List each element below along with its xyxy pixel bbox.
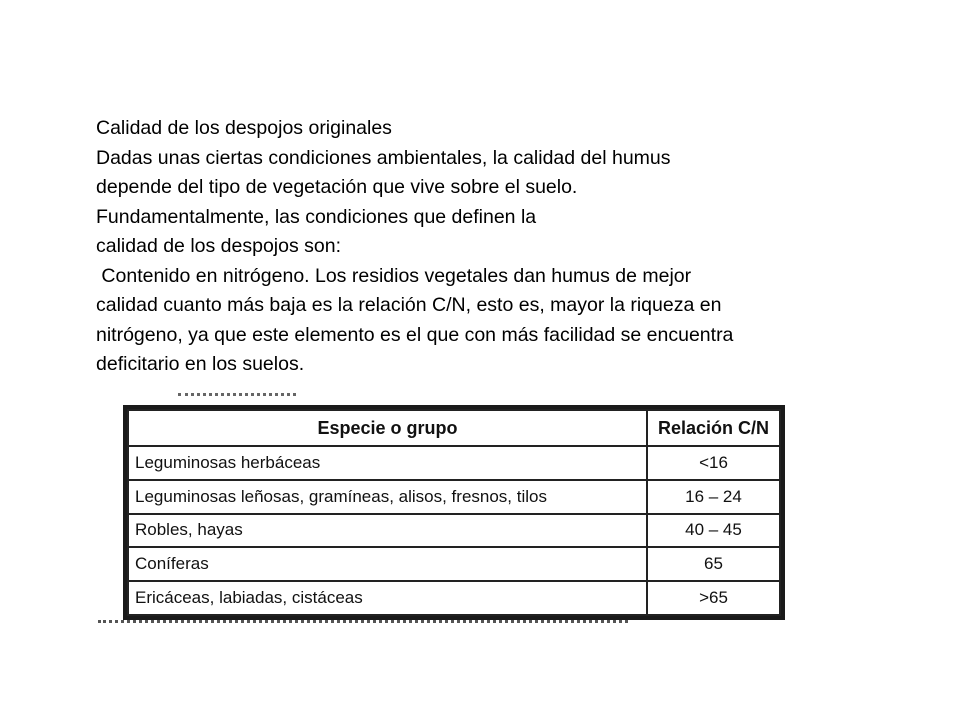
text-line: calidad cuanto más baja es la relación C/N, esto es, mayor la riqueza en: [96, 294, 722, 316]
cell-species: Leguminosas herbáceas: [128, 446, 647, 480]
table-row: [128, 581, 780, 615]
text-line: calidad de los despojos son:: [96, 235, 341, 257]
table: [127, 409, 781, 616]
header-species: Especie o grupo: [128, 410, 647, 446]
cn-ratio-table: [123, 405, 785, 620]
body-text: [96, 114, 896, 380]
cell-species: Leguminosas leñosas, gramíneas, alisos, fresnos, tilos: [128, 480, 647, 514]
cell-ratio: <16: [647, 446, 780, 480]
cell-species: Coníferas: [128, 547, 647, 581]
table-row: [128, 547, 780, 581]
cell-ratio: 65: [647, 547, 780, 581]
cell-ratio: >65: [647, 581, 780, 615]
text-line: nitrógeno, ya que este elemento es el que con más facilidad se encuentra: [96, 323, 734, 346]
cell-species: Robles, hayas: [128, 514, 647, 548]
table-row: [128, 480, 780, 514]
table-row: [128, 446, 780, 480]
cropped-caption-remnant: [178, 393, 296, 400]
text-line: depende del tipo de vegetación que vive sobre el suelo.: [96, 176, 578, 198]
header-cn-ratio: Relación C/N: [647, 410, 780, 446]
heading-line: Calidad de los despojos originales: [96, 117, 392, 139]
cell-ratio: 40 – 45: [647, 514, 780, 548]
table-row: [128, 514, 780, 548]
cell-ratio: 16 – 24: [647, 480, 780, 514]
table-header-row: [128, 410, 780, 446]
cell-species: Ericáceas, labiadas, cistáceas: [128, 581, 647, 615]
text-line: deficitario en los suelos.: [96, 353, 305, 375]
cropped-source-remnant: [98, 620, 628, 629]
text-line: Fundamentalmente, las condiciones que definen la: [96, 205, 537, 228]
text-line: Dadas unas ciertas condiciones ambientales, la calidad del humus: [96, 146, 671, 169]
text-line: Contenido en nitrógeno. Los residios vegetales dan humus de mejor: [96, 264, 692, 287]
